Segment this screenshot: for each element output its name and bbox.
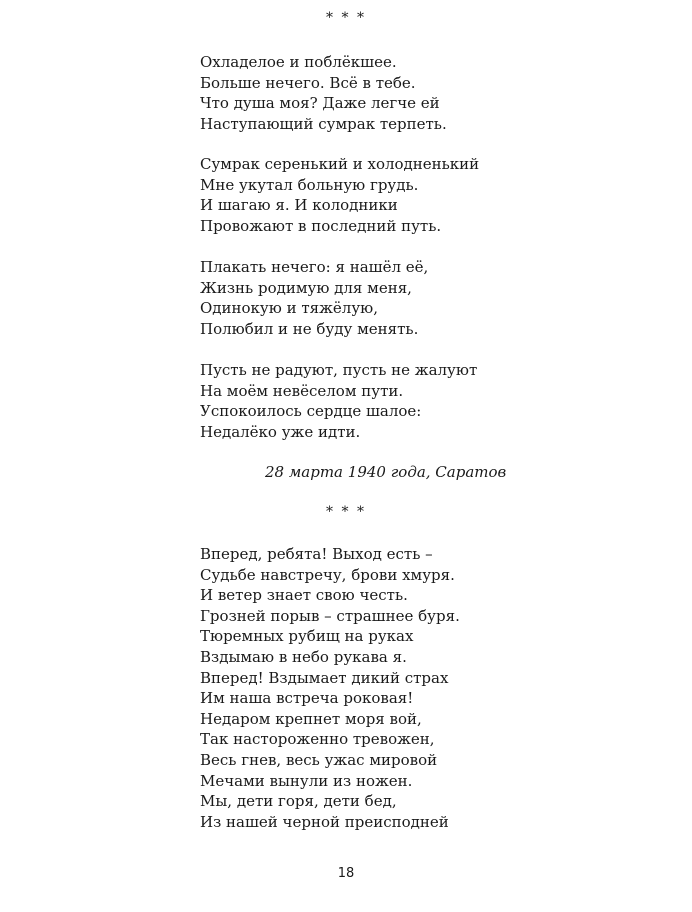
poem-line: Мы, дети горя, дети бед, [200, 792, 397, 811]
poem-line: Вперед, ребята! Выход есть – [200, 545, 433, 563]
poem-line: Вздымаю в небо рукава я. [200, 647, 407, 666]
poem-1-stanza-3 [200, 257, 428, 339]
poem-line: Мечами вынули из ножен. [200, 771, 413, 790]
poem-line: Судьбе навстречу, брови хмуря. [200, 565, 455, 584]
poem-line: Плакать нечего: я нашёл её, [200, 258, 429, 276]
poem-line: Вперед! Вздымает дикий страх [200, 668, 449, 687]
poem-line: Так настороженно тревожен, [200, 730, 435, 749]
poem-line: Что душа моя? Даже легче ей [200, 94, 440, 113]
poem-line: Весь гнев, весь ужас мировой [200, 750, 438, 769]
poem-line: Недалёко уже идти. [200, 422, 361, 441]
poem-1-stanza-2 [200, 154, 479, 236]
page-number: 18 [337, 866, 355, 881]
poem-line: И шагаю я. И колодники [200, 196, 398, 215]
poem-line: Сумрак серенький и холодненький [200, 155, 480, 173]
poem-1-stanza-1 [200, 52, 447, 134]
poem-line: Наступающий сумрак терпеть. [200, 114, 447, 133]
poem-line: Провожают в последний путь. [200, 216, 442, 235]
poem-line: Грозней порыв – страшнее буря. [200, 606, 460, 625]
poem-1-dateline: 28 марта 1940 года, Саратов [265, 463, 507, 481]
poem-line: Успокоилось сердце шалое: [200, 402, 422, 421]
poem-line: Недаром крепнет моря вой, [200, 709, 422, 728]
poem-2-body [200, 544, 460, 832]
poem-1-separator: * * * [326, 10, 366, 26]
poem-line: Из нашей черной преисподней [200, 812, 449, 831]
poem-line: Одинокую и тяжёлую, [200, 299, 378, 318]
poem-line: На моём невёселом пути. [200, 381, 404, 400]
poem-1-stanza-4 [200, 360, 477, 442]
poem-line: Полюбил и не буду менять. [200, 319, 419, 338]
poem-line: Пусть не радуют, пусть не жалуют [200, 361, 478, 379]
poem-line: Жизнь родимую для меня, [200, 278, 412, 297]
poem-line: Больше нечего. Всё в тебе. [200, 73, 416, 92]
poem-line: Охладелое и поблёкшее. [200, 53, 397, 71]
poem-line: И ветер знает свою честь. [200, 586, 408, 605]
poem-line: Мне укутал больную грудь. [200, 175, 419, 194]
poem-line: Им наша встреча роковая! [200, 689, 414, 708]
poem-line: Тюремных рубищ на руках [200, 627, 414, 646]
poem-2-separator: * * * [326, 504, 366, 520]
